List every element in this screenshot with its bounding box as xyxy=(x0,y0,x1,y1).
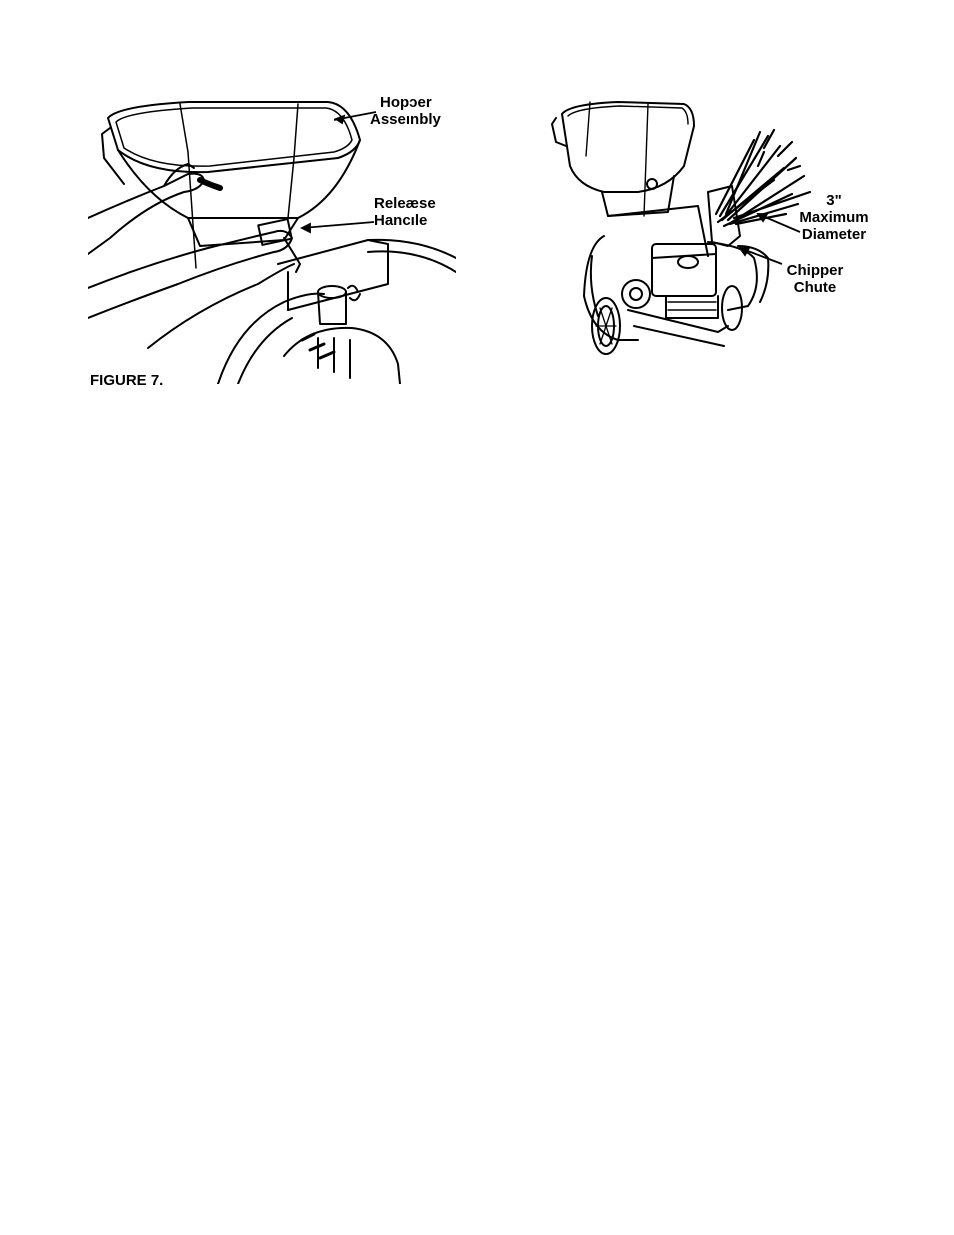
release-label-line2: Hancıle xyxy=(374,212,428,229)
hopper-label-line2: Asseınbly xyxy=(370,111,441,128)
hopper-label-line1: Hopɔer xyxy=(380,94,432,111)
maximum-diameter-label xyxy=(796,192,872,243)
chute-label-line1: Chipper xyxy=(786,262,844,279)
hopper-removal-illustration xyxy=(88,88,456,384)
diameter-label-line2: Maximum xyxy=(799,209,869,226)
hopper-removal-drawing xyxy=(88,88,456,384)
diameter-label-line3: Diameter xyxy=(801,226,867,243)
chipper-chute-label xyxy=(782,262,848,296)
release-label-line1: Releæse xyxy=(374,195,436,212)
hopper-assembly-label xyxy=(370,94,441,128)
release-leader-line xyxy=(302,222,374,228)
figure-caption: FIGURE 7. xyxy=(90,372,164,389)
release-handle-label xyxy=(374,195,436,229)
chute-label-line2: Chute xyxy=(793,279,837,296)
diameter-label-line1: 3" xyxy=(826,192,842,209)
